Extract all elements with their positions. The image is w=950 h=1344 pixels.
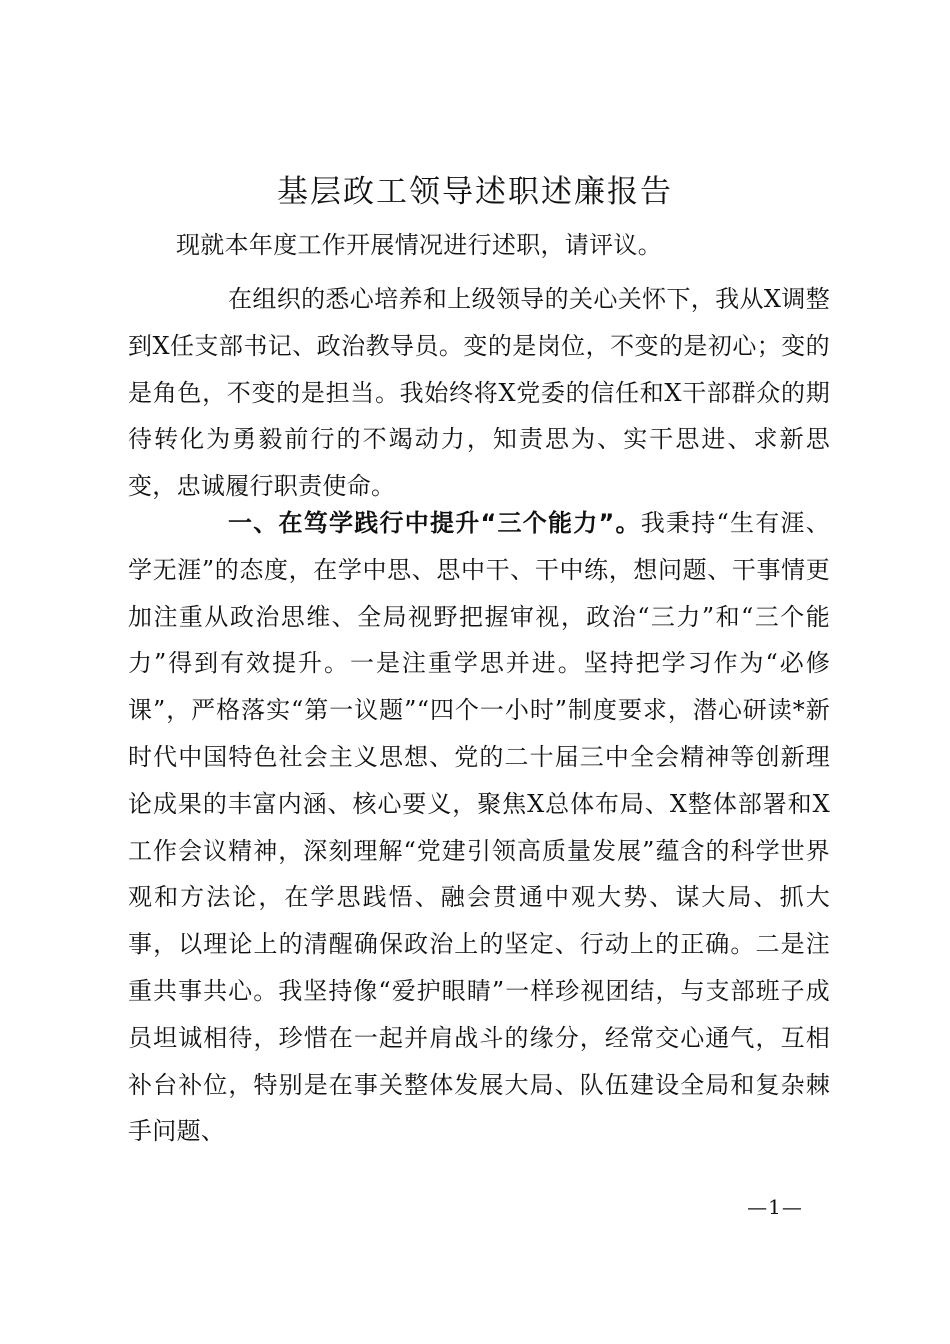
document-title: 基层政工领导述职述廉报告 bbox=[277, 174, 673, 210]
section-1-paragraph bbox=[128, 500, 830, 1155]
section-1-heading: 一、在笃学践行中提升“三个能力”。 bbox=[228, 509, 641, 537]
section-1-body: 我秉持“生有涯、学无涯”的态度，在学中思、思中干、干中练，想问题、干事情更加注重从政治思维、全局视野把握审视，政治“三力”和“三个能力”得到有效提升。一是注重学思并进。坚持把学习作为“必修课”，严格落实“第一议题”“四个一小时”制度要求，潜心研读*新时代中国特色社会主义思想、党的二十届三中全会精神等创新理论成果的丰富内涵、核心要义，聚焦X总体布局、X整体部署和X工作会议精神，深刻理解“党建引领高质量发展”蕴含的科学世界观和方法论，在学思践悟、融会贯通中观大势、谋大局、抓大事，以理论上的清醒确保政治上的坚定、行动上的正确。二是注重共事共心。我坚持像“爱护眼睛”一样珍视团结，与支部班子成员坦诚相待，珍惜在一起并肩战斗的缘分，经常交心通气，互相补台补位，特别是在事关整体发展大局、队伍建设全局和复杂棘手问题、 bbox=[128, 509, 831, 1146]
intro-paragraph: 现就本年度工作开展情况进行述职，请评议。 bbox=[176, 231, 662, 259]
paragraph-1: 在组织的悉心培养和上级领导的关心关怀下，我从X调整到X任支部书记、政治教导员。变的是岗位，不变的是初心；变的是角色，不变的是担当。我始终将X党委的信任和X干部群众的期待转化为勇毅前行的不竭动力，知责思为、实干思进、求新思变，忠诚履行职责使命。 bbox=[128, 285, 830, 501]
page-number: —1— bbox=[747, 1195, 803, 1219]
